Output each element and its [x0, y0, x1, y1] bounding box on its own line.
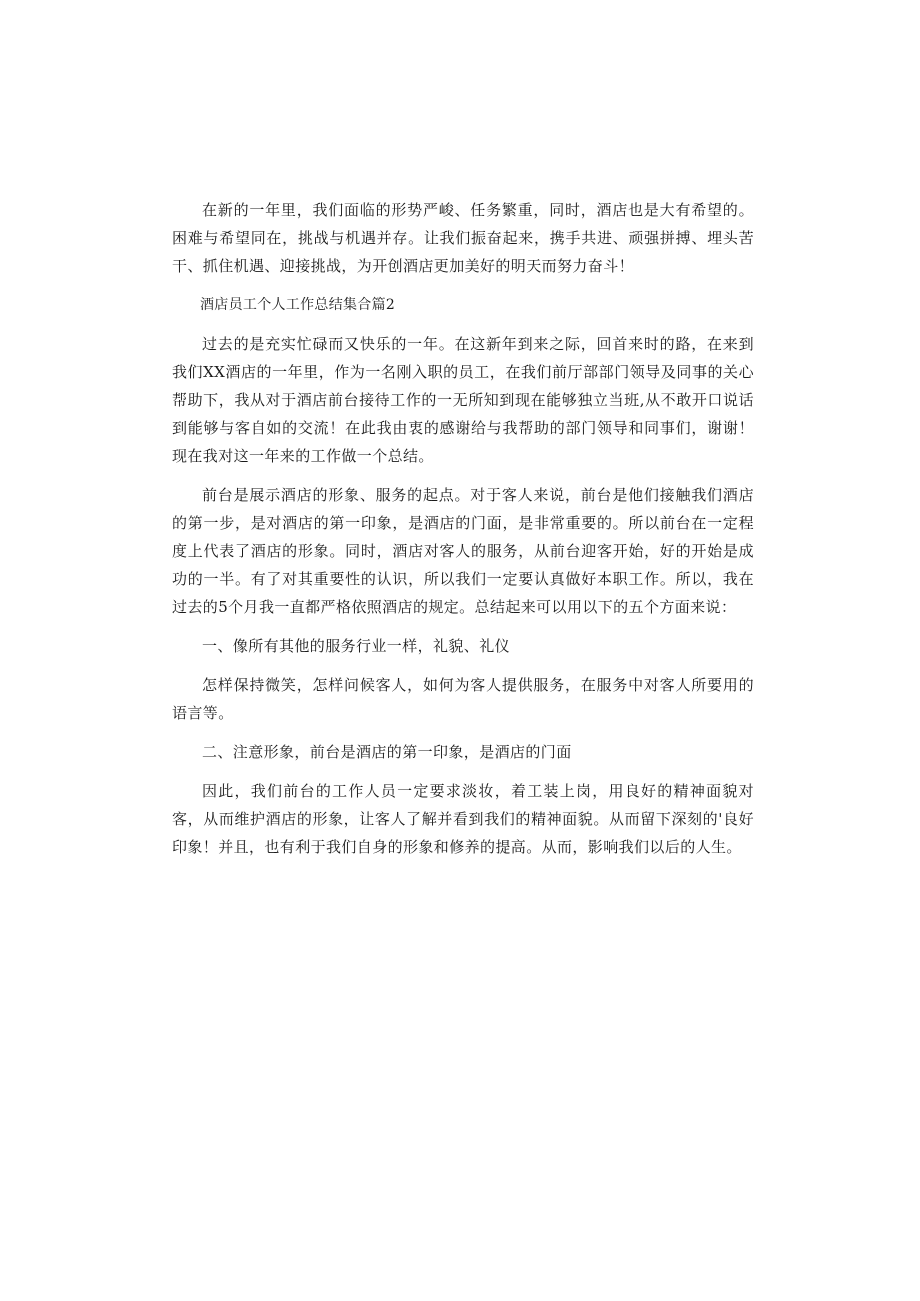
paragraph-outlook: 在新的一年里，我们面临的形势严峻、任务繁重，同时，酒店也是大有希望的。困难与希望同在，挑战与机遇并存。让我们振奋起来，携手共进、顽强拼搏、埋头苦干、抓住机遇、迎接挑战，为开创酒店更加美好的明天而努力奋斗！ [172, 201, 754, 275]
point-one-heading: 一、像所有其他的服务行业一样，礼貌、礼仪 [202, 637, 511, 655]
paragraph-review: 过去的是充实忙碌而又快乐的一年。在这新年到来之际，回首来时的路，在来到我们XX酒店的一年里，作为一名刚入职的员工，在我们前厅部部门领导及同事的关心帮助下，我从对于酒店前台接待工作的一无所知到现在能够独立当班,从不敢开口说话到能够与客自如的交流！在此我由衷的感谢给与我帮助的部门领导和同事们，谢谢！现在我对这一年来的工作做一个总结。 [172, 335, 754, 465]
document-page [172, 196, 754, 872]
paragraph-front-desk: 前台是展示酒店的形象、服务的起点。对于客人来说，前台是他们接触我们酒店的第一步，是对酒店的第一印象，是酒店的门面，是非常重要的。所以前台在一定程度上代表了酒店的形象。同时，酒店对客人的服务，从前台迎客开始，好的开始是成功的一半。有了对其重要性的认识，所以我们一定要认真做好本职工作。所以，我在过去的5个月我一直都严格依照酒店的规定。总结起来可以用以下的五个方面来说： [172, 486, 754, 616]
section-heading: 酒店员工个人工作总结集合篇2 [200, 297, 396, 313]
paragraph-etiquette: 怎样保持微笑，怎样问候客人，如何为客人提供服务，在服务中对客人所要用的语言等。 [172, 676, 754, 722]
paragraph-image: 因此，我们前台的工作人员一定要求淡妆，着工装上岗，用良好的精神面貌对客，从而维护酒店的形象，让客人了解并看到我们的精神面貌。从而留下深刻的'良好印象！并且，也有利于我们自身的形象和修养的提高。从而，影响我们以后的人生。 [172, 782, 754, 856]
point-two-heading: 二、注意形象，前台是酒店的第一印象，是酒店的门面 [202, 743, 572, 761]
